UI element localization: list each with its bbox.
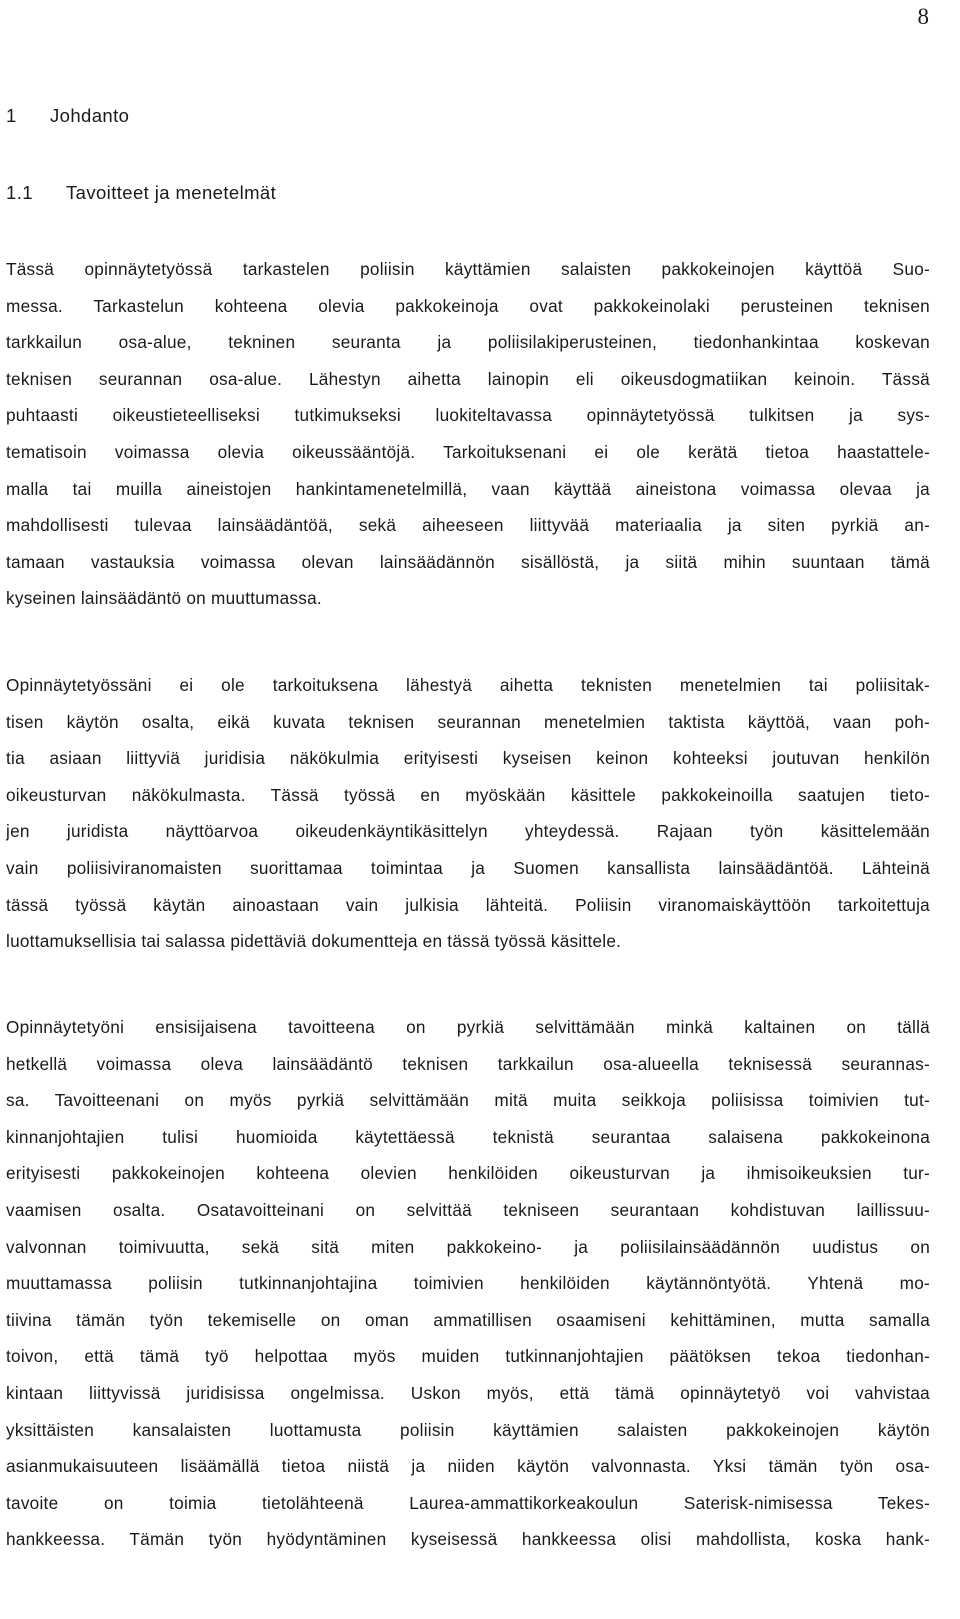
text-line: messa. Tarkastelun kohteena olevia pakkokeinoja ovat pakkokeinolaki perusteinen teknisen: [6, 295, 930, 316]
text-line: oikeusturvan näkökulmasta. Tässä työssä en myöskään käsittele pakkokeinoilla saatujen tieto-: [6, 784, 930, 805]
chapter-heading: [6, 105, 129, 127]
text-line: hankkeessa. Tämän työn hyödyntäminen kyseisessä hankkeessa olisi mahdollista, koska hank-: [6, 1529, 930, 1550]
text-line: sa. Tavoitteenani on myös pyrkiä selvittämään mitä muita seikkoja poliisissa toimivien tut-: [6, 1090, 930, 1111]
text-line: tisen käytön osalta, eikä kuvata teknisen seurannan menetelmien taktista käyttöä, vaan poh-: [6, 711, 930, 732]
text-line: Opinnäytetyöni ensisijaisena tavoitteena on pyrkiä selvittämään minkä kaltainen on tällä: [6, 1017, 930, 1037]
text-line: asianmukaisuuteen lisäämällä tietoa niistä ja niiden käytön valvonnasta. Yksi tämän työn osa-: [6, 1456, 930, 1477]
text-line: tia asiaan liittyviä juridisia näkökulmia erityisesti kyseisen keinon kohteeksi joutuvan henkilön: [6, 748, 930, 769]
text-line: tavoite on toimia tietolähteenä Laurea-ammattikorkeakoulun Saterisk-nimisessa Tekes-: [6, 1492, 930, 1513]
text-line: muuttamassa poliisin tutkinnanjohtajina toimivien henkilöiden käytännöntyötä. Yhtenä mo-: [6, 1273, 930, 1294]
text-line: luottamuksellisia tai salassa pidettäviä dokumentteja en tässä työssä käsittele.: [6, 931, 622, 952]
text-line: yksittäisten kansalaisten luottamusta poliisin käyttämien salaisten pakkokeinojen käytön: [6, 1419, 930, 1440]
text-line: erityisesti pakkokeinojen kohteena olevien henkilöiden oikeusturvan ja ihmisoikeuksien tur-: [6, 1163, 930, 1184]
text-line: hetkellä voimassa oleva lainsäädäntö teknisen tarkkailun osa-alueella teknisessä seurannas-: [6, 1053, 930, 1074]
text-line: Tässä opinnäytetyössä tarkastelen poliisin käyttämien salaisten pakkokeinojen käyttöä Suo-: [6, 259, 930, 279]
paragraph-3: [6, 1009, 930, 1558]
text-line: puhtaasti oikeustieteelliseksi tutkimukseksi luokiteltavassa opinnäytetyössä tulkitsen ja sys-: [6, 405, 930, 426]
text-line: tarkkailun osa-alue, tekninen seuranta ja poliisilakiperusteinen, tiedonhankintaa koskevan: [6, 332, 930, 353]
chapter-number: 1: [6, 105, 17, 126]
text-line: jen juridista näyttöarvoa oikeudenkäyntikäsittelyn yhteydessä. Rajaan työn käsittelemään: [6, 821, 930, 842]
paragraph-2: [6, 667, 930, 960]
text-line: kinnanjohtajien tulisi huomioida käytettäessä teknistä seurantaa salaisena pakkokeinona: [6, 1126, 930, 1147]
text-line: toivon, että tämä työ helpottaa myös muiden tutkinnanjohtajien päätöksen tekoa tiedonhan-: [6, 1346, 930, 1367]
section-title: Tavoitteet ja menetelmät: [66, 182, 277, 203]
section-heading: [6, 182, 276, 204]
text-line: tematisoin voimassa olevia oikeussääntöjä. Tarkoituksenani ei ole kerätä tietoa haastattele-: [6, 441, 930, 462]
page-number: 8: [917, 4, 929, 29]
text-line: Opinnäytetyössäni ei ole tarkoituksena lähestyä aihetta teknisten menetelmien tai poliisitak-: [6, 675, 930, 695]
text-line: vaamisen osalta. Osatavoitteinani on selvittää tekniseen seurantaan kohdistuvan laillissuu-: [6, 1199, 930, 1220]
text-line: malla tai muilla aineistojen hankintamenetelmillä, vaan käyttää aineistona voimassa olevaa ja: [6, 478, 930, 499]
text-line: tamaan vastauksia voimassa olevan lainsäädännön sisällöstä, ja siitä mihin suuntaan tämä: [6, 551, 930, 572]
text-line: tässä työssä käytän ainoastaan vain julkisia lähteitä. Poliisin viranomaiskäyttöön tarkoitettuja: [6, 894, 930, 915]
text-line: teknisen seurannan osa-alue. Lähestyn aihetta lainopin eli oikeusdogmatiikan keinoin. Tässä: [6, 368, 930, 389]
paragraph-1: [6, 251, 930, 617]
section-number: 1.1: [6, 182, 33, 203]
text-line: valvonnan toimivuutta, sekä sitä miten pakkokeino- ja poliisilainsäädännön uudistus on: [6, 1236, 930, 1257]
text-line: kintaan liittyvissä juridisissa ongelmissa. Uskon myös, että tämä opinnäytetyö voi vahvistaa: [6, 1382, 930, 1403]
text-line: vain poliisiviranomaisten suorittamaa toimintaa ja Suomen kansallista lainsäädäntöä. Lähteinä: [6, 857, 930, 878]
chapter-title: Johdanto: [50, 105, 130, 126]
text-line: kyseinen lainsäädäntö on muuttumassa.: [6, 588, 322, 609]
text-line: tiivina tämän työn tekemiselle on oman ammatillisen osaamiseni kehittäminen, mutta samalla: [6, 1309, 930, 1330]
text-line: mahdollisesti tulevaa lainsäädäntöä, sekä aiheeseen liittyvää materiaalia ja siten pyrkiä an-: [6, 515, 930, 536]
